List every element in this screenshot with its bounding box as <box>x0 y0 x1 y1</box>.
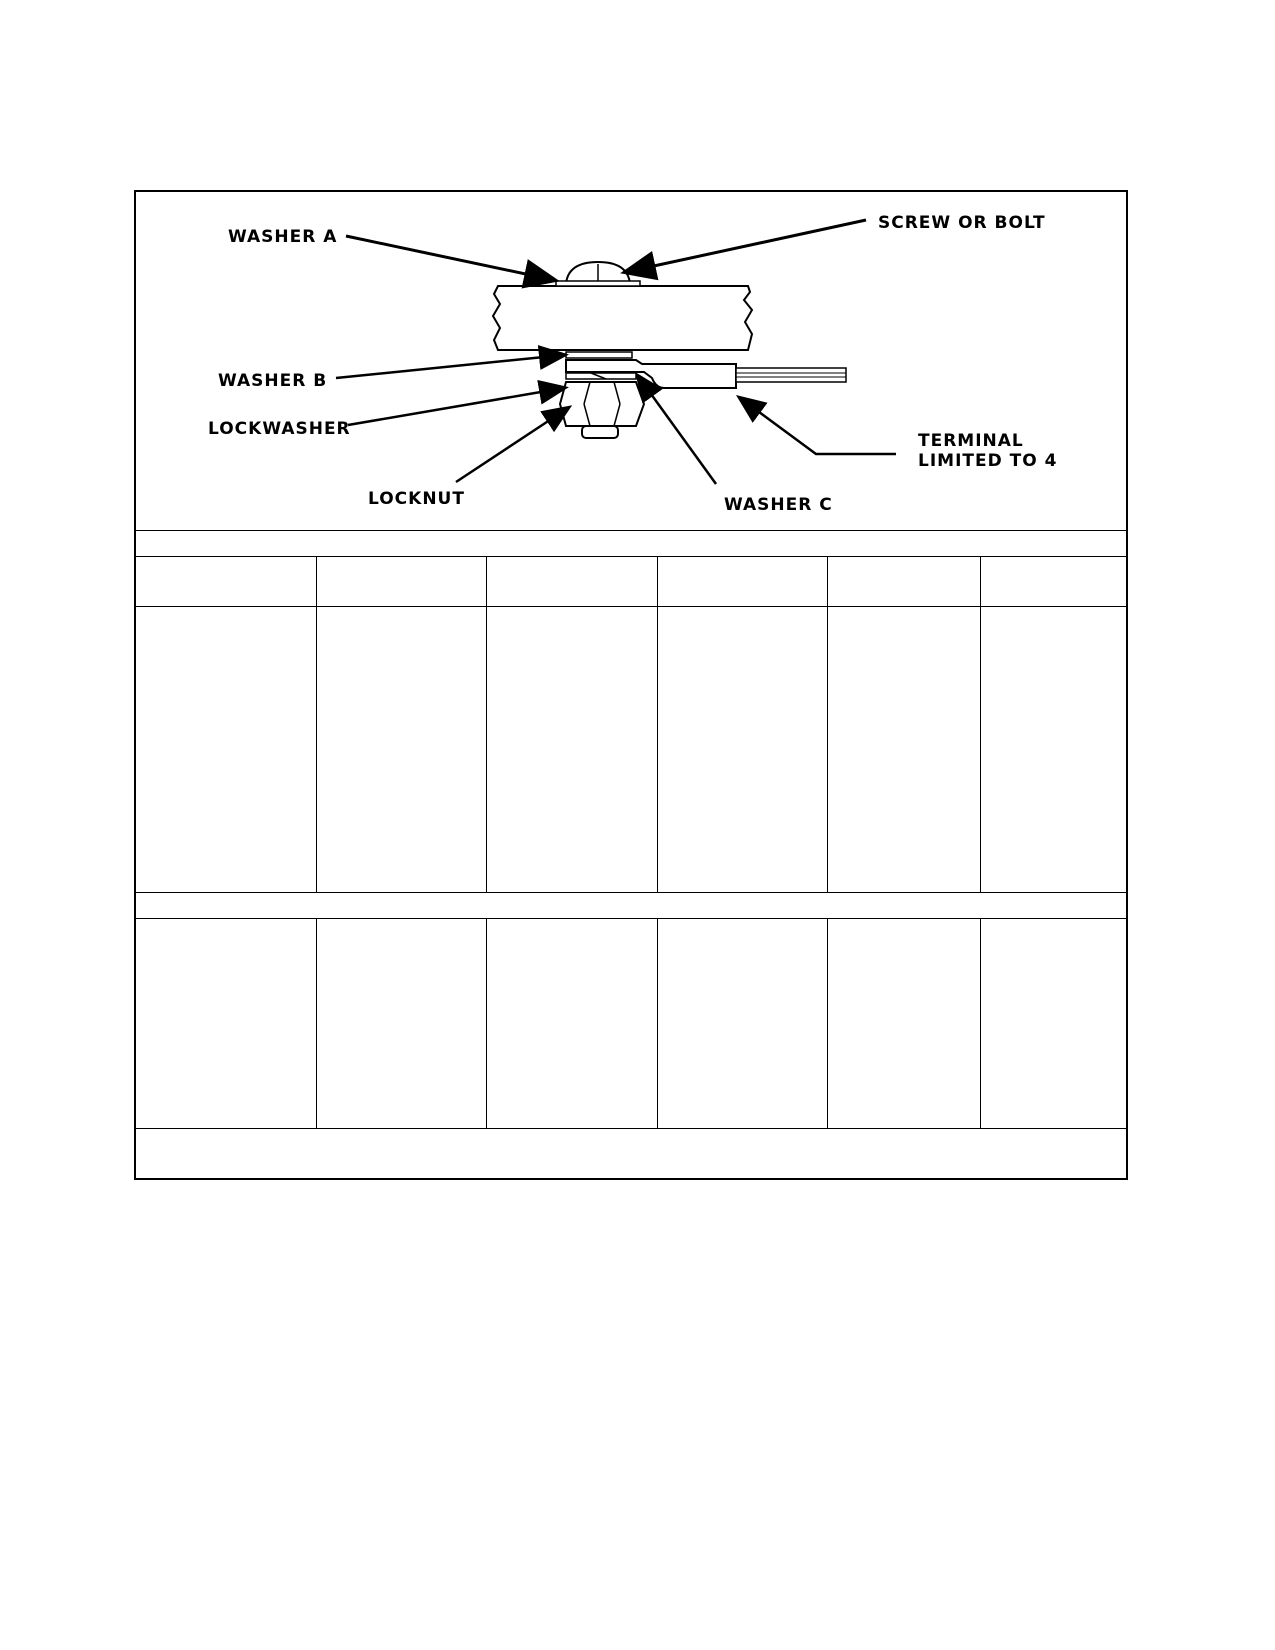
washer-b-leader <box>336 355 564 378</box>
col-divider <box>827 918 828 1128</box>
col-divider <box>486 918 487 1128</box>
hardware-stack-diagram <box>136 192 1126 532</box>
terminal-label-line2: LIMITED TO 4 <box>918 451 1058 471</box>
col-divider <box>827 556 828 892</box>
col-divider <box>980 556 981 892</box>
washer-c-label: WASHER C <box>724 495 833 515</box>
washer-b-label: WASHER B <box>218 371 328 391</box>
washer-a-label: WASHER A <box>228 227 338 247</box>
washer-a-shape <box>556 281 640 286</box>
washer-b-shape <box>566 352 632 358</box>
col-divider <box>316 556 317 892</box>
terminal-leader <box>740 398 896 454</box>
section-divider-top <box>136 892 1126 893</box>
locknut-shape <box>560 382 644 426</box>
table-bottom-rule <box>136 1128 1126 1129</box>
figure-frame <box>134 190 1128 1180</box>
screw-or-bolt-label: SCREW OR BOLT <box>878 213 1046 233</box>
section-divider-bottom <box>136 918 1126 919</box>
screw-leader <box>626 220 866 272</box>
table-header-top-rule <box>136 556 1126 557</box>
col-divider <box>316 918 317 1128</box>
washer-c-leader <box>638 376 716 484</box>
col-divider <box>657 556 658 892</box>
lockwasher-shape <box>566 373 636 379</box>
locknut-leader <box>456 408 568 482</box>
col-divider <box>980 918 981 1128</box>
table-top-rule <box>136 530 1126 531</box>
bolt-end <box>582 426 618 438</box>
lockwasher-label: LOCKWASHER <box>208 419 351 439</box>
col-divider <box>657 918 658 1128</box>
lockwasher-leader <box>348 388 564 425</box>
panel-section <box>493 286 752 350</box>
table-header-bottom-rule <box>136 606 1126 607</box>
washer-a-leader <box>346 236 554 280</box>
locknut-label: LOCKNUT <box>368 489 465 509</box>
col-divider <box>486 556 487 892</box>
wire <box>736 368 846 382</box>
terminal-label-line1: TERMINAL <box>918 431 1024 451</box>
